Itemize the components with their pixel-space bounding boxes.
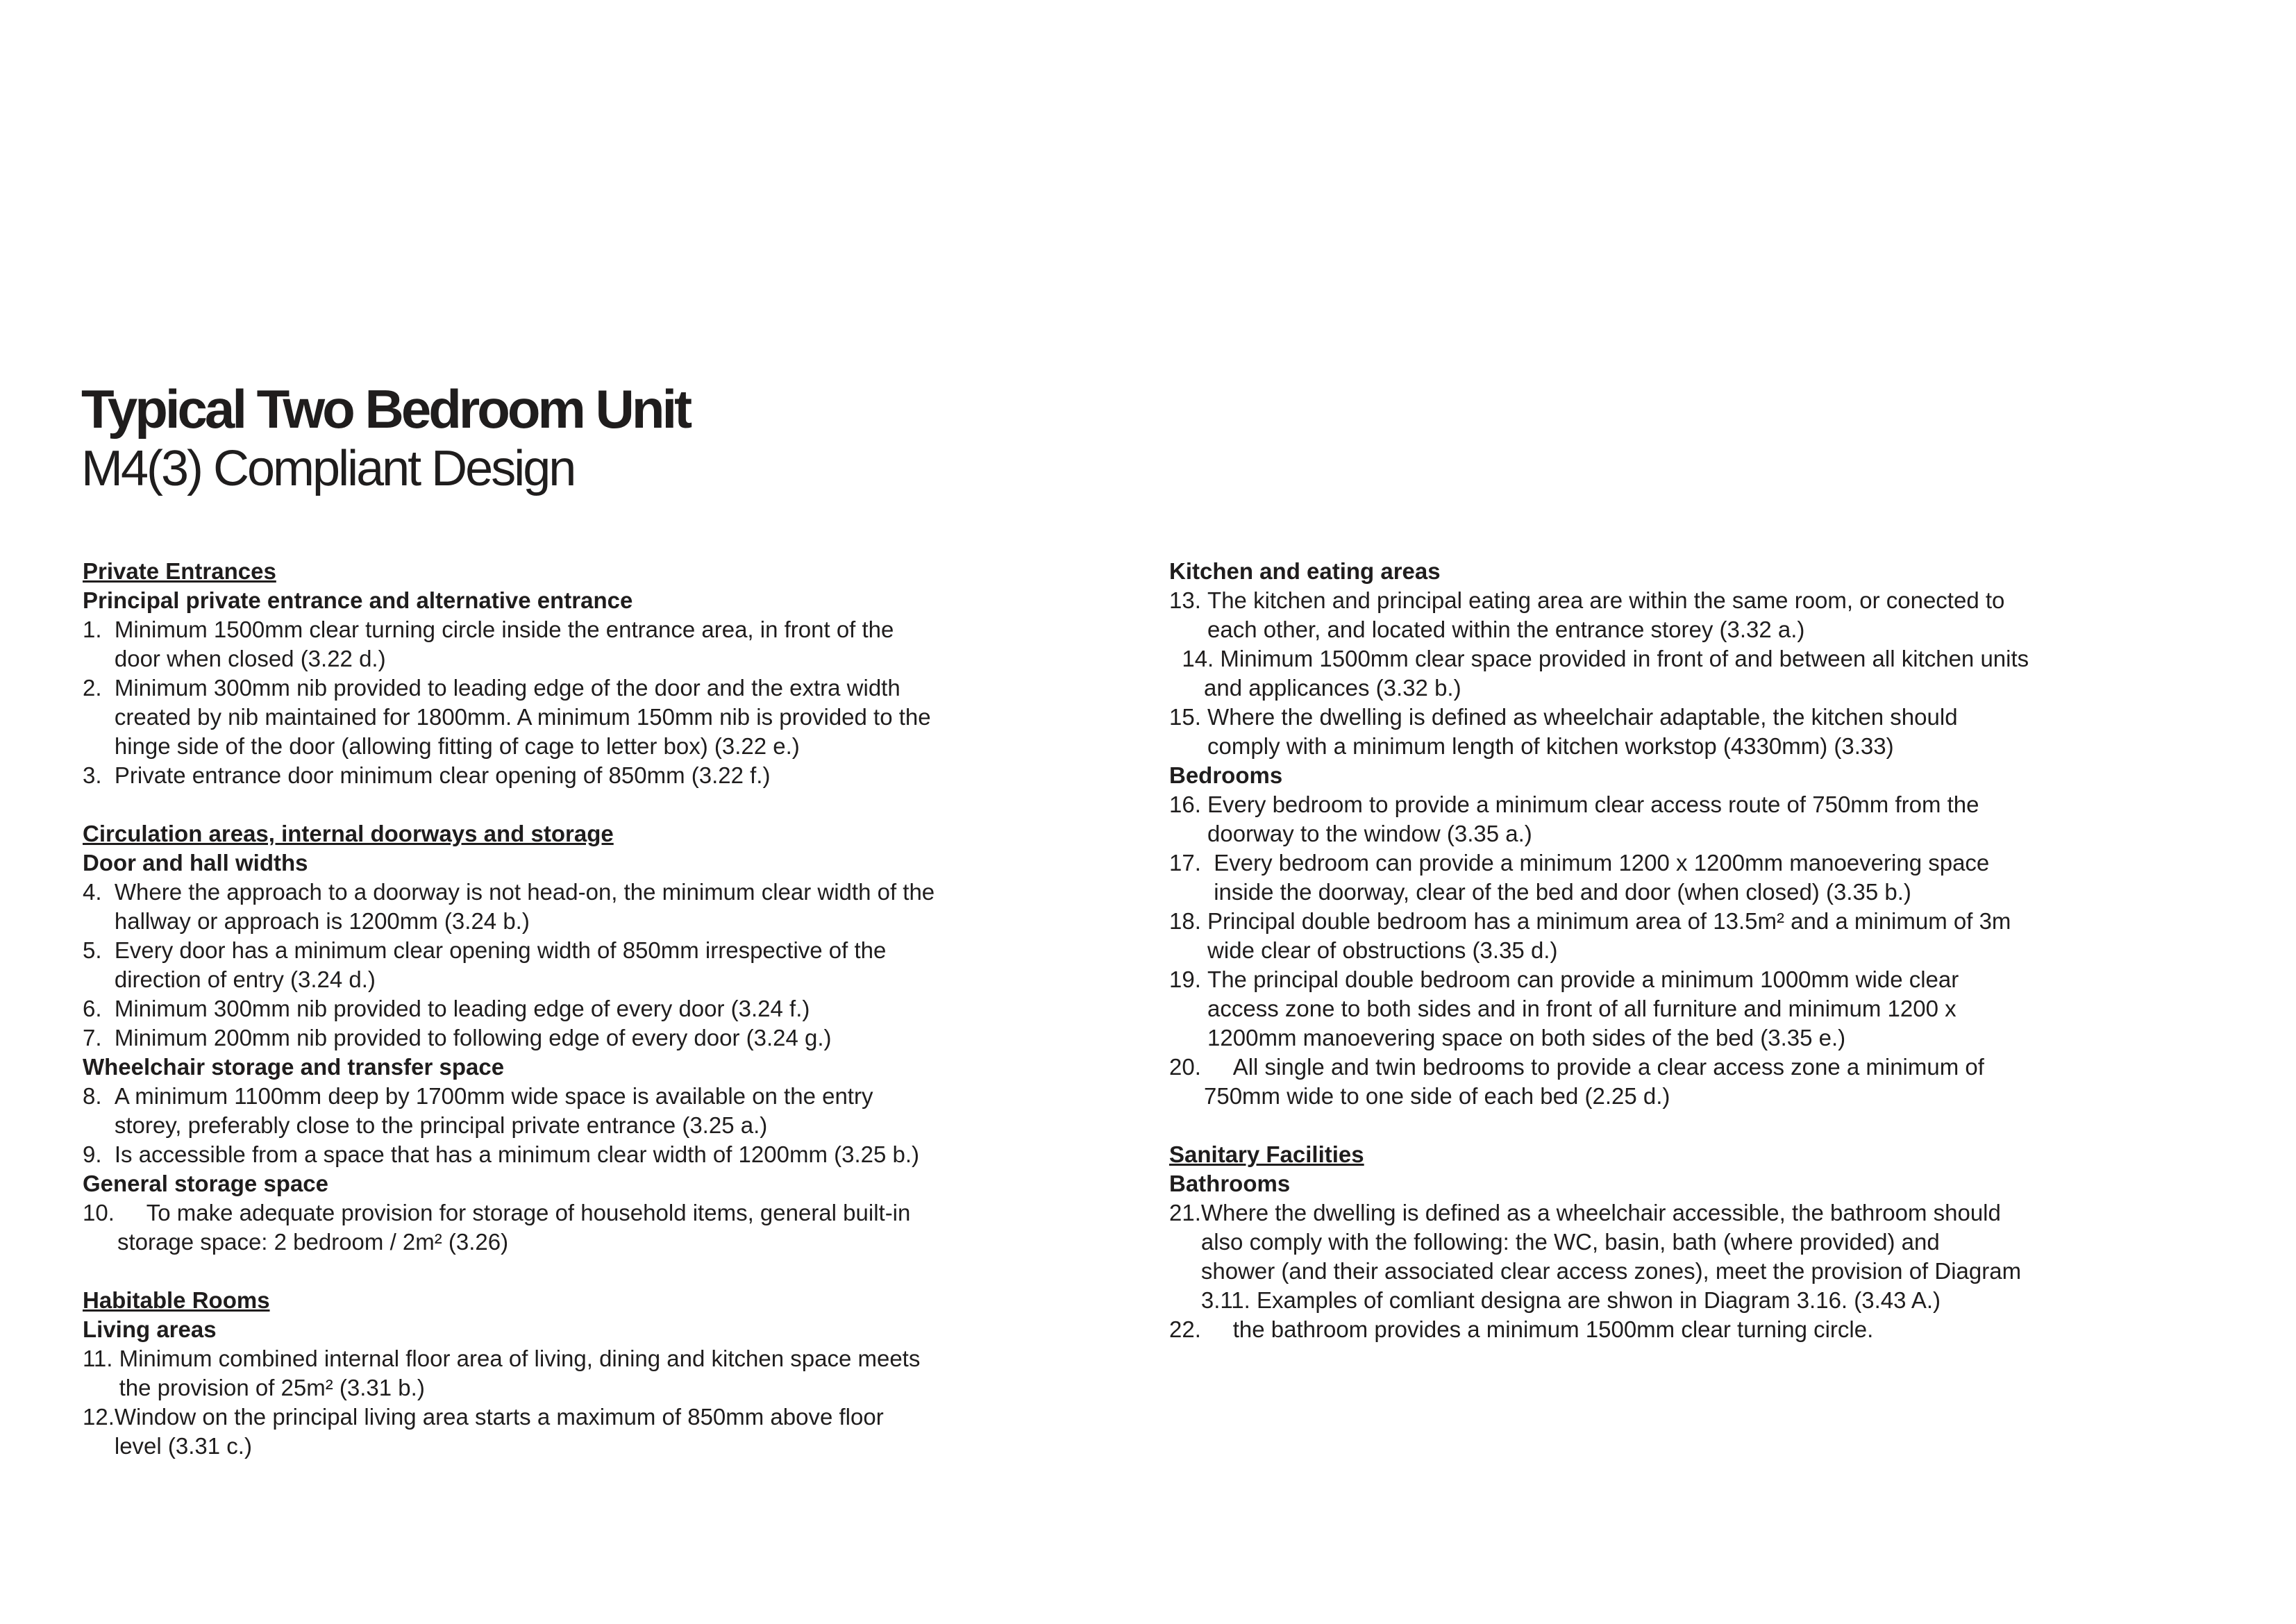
list-item	[83, 761, 1124, 790]
item-text	[83, 1228, 1124, 1257]
left-column	[83, 557, 1124, 1461]
item-line: The principal double bedroom can provide a minimum 1000mm wide clear	[1207, 966, 1959, 992]
list-bathrooms	[1169, 1198, 2211, 1344]
item-line: comply with a minimum length of kitchen workstop (4330mm) (3.33)	[1207, 733, 1894, 759]
list-item	[83, 878, 1124, 936]
item-number: 10.	[83, 1200, 146, 1225]
list-living-areas	[83, 1344, 1124, 1461]
list-item	[1169, 790, 2211, 848]
item-text	[1233, 1315, 2211, 1344]
subheading-living-areas: Living areas	[83, 1316, 217, 1342]
list-item	[1169, 1082, 2211, 1111]
item-line: Minimum 1500mm clear turning circle inside the entrance area, in front of the	[114, 617, 894, 642]
item-line: Private entrance door minimum clear opening of 850mm (3.22 f.)	[114, 762, 771, 788]
item-number: 15.	[1169, 704, 1208, 730]
item-line: Every door has a minimum clear opening width of 850mm irrespective of the	[114, 937, 887, 963]
item-number: 7.	[83, 1025, 115, 1050]
section-heading-habitable-rooms: Habitable Rooms	[83, 1287, 270, 1313]
item-text	[115, 1140, 1124, 1169]
item-line: the bathroom provides a minimum 1500mm clear turning circle.	[1232, 1316, 1874, 1342]
list-item	[83, 1403, 1124, 1461]
list-private-entrances	[83, 615, 1124, 790]
list-item	[1169, 586, 2211, 644]
item-line: To make adequate provision for storage of household items, general built-in	[146, 1200, 911, 1225]
item-line: created by nib maintained for 1800mm. A minimum 150mm nib is provided to the	[114, 704, 931, 730]
item-text	[1214, 848, 2211, 907]
item-line: each other, and located within the entrance storey (3.32 a.)	[1207, 617, 1805, 642]
item-line: hinge side of the door (allowing fitting of cage to letter box) (3.22 e.)	[114, 733, 800, 759]
item-text	[115, 761, 1124, 790]
item-line: direction of entry (3.24 d.)	[114, 966, 376, 992]
list-item	[1169, 644, 2211, 673]
list-item	[83, 1023, 1124, 1053]
item-number: 5.	[83, 937, 115, 963]
item-text	[115, 673, 1124, 761]
item-line: Is accessible from a space that has a minimum clear width of 1200mm (3.25 b.)	[114, 1141, 920, 1167]
subheading-general-storage: General storage space	[83, 1171, 329, 1196]
item-line: shower (and their associated clear access zones), meet the provision of Diagram	[1200, 1258, 2022, 1284]
subheading-door-hall-widths: Door and hall widths	[83, 850, 308, 876]
item-line: A minimum 1100mm deep by 1700mm wide space is available on the entry	[114, 1083, 873, 1109]
list-item	[83, 673, 1124, 761]
item-number: 9.	[83, 1141, 115, 1167]
list-item	[1169, 965, 2211, 1053]
item-number: 3.	[83, 762, 115, 788]
item-line: Minimum 300mm nib provided to leading edge of every door (3.24 f.)	[114, 996, 810, 1021]
list-item	[83, 994, 1124, 1023]
item-text	[115, 936, 1124, 994]
list-kitchen	[1169, 586, 2211, 761]
item-number: 17.	[1169, 850, 1214, 876]
title-block	[81, 378, 689, 498]
list-general-storage	[83, 1198, 1124, 1257]
item-text	[115, 1403, 1124, 1461]
item-number: 8.	[83, 1083, 115, 1109]
item-line: storage space: 2 bedroom / 2m² (3.26)	[117, 1229, 509, 1255]
item-number: 6.	[83, 996, 115, 1021]
item-line: 750mm wide to one side of each bed (2.25 d.)	[1204, 1083, 1670, 1109]
item-line: Window on the principal living area starts a maximum of 850mm above floor	[114, 1404, 884, 1430]
item-line: Minimum 1500mm clear space provided in front of and between all kitchen units	[1220, 646, 2029, 671]
list-item	[1169, 848, 2211, 907]
item-number: 14.	[1169, 646, 1221, 671]
list-item	[1169, 703, 2211, 761]
item-number: 13.	[1169, 587, 1208, 613]
list-item	[1169, 1198, 2211, 1315]
item-line: All single and twin bedrooms to provide a clear access zone a minimum of	[1232, 1054, 1984, 1080]
item-line: access zone to both sides and in front of all furniture and minimum 1200 x	[1207, 996, 1956, 1021]
item-line: Minimum 200mm nib provided to following edge of every door (3.24 g.)	[114, 1025, 832, 1050]
item-line: 3.11. Examples of comliant designa are shwon in Diagram 3.16. (3.43 A.)	[1200, 1287, 1941, 1313]
item-text	[1169, 673, 2211, 703]
subheading-kitchen: Kitchen and eating areas	[1169, 558, 1441, 584]
item-line: Principal double bedroom has a minimum area of 13.5m² and a minimum of 3m	[1207, 908, 2011, 934]
list-item	[83, 1228, 1124, 1257]
item-line: Every bedroom to provide a minimum clear access route of 750mm from the	[1207, 792, 1979, 817]
item-text	[115, 1023, 1124, 1053]
item-text	[115, 994, 1124, 1023]
list-item	[1169, 907, 2211, 965]
list-item	[83, 936, 1124, 994]
item-number: 4.	[83, 879, 115, 905]
item-text	[1207, 965, 2211, 1053]
item-number: 20.	[1169, 1054, 1233, 1080]
item-text	[146, 1198, 1124, 1228]
item-text	[1207, 703, 2211, 761]
item-text	[1207, 790, 2211, 848]
item-line: The kitchen and principal eating area are within the same room, or conected to	[1207, 587, 2005, 613]
item-number: 12.	[83, 1404, 115, 1430]
list-item	[83, 1082, 1124, 1140]
item-line: Where the dwelling is defined as a wheelchair accessible, the bathroom should	[1200, 1200, 2001, 1225]
item-line: door when closed (3.22 d.)	[114, 646, 386, 671]
item-text	[1220, 644, 2211, 673]
subheading-principal-entrance: Principal private entrance and alternative entrance	[83, 587, 633, 613]
item-line: Where the approach to a doorway is not head-on, the minimum clear width of the	[114, 879, 935, 905]
item-text	[1201, 1198, 2211, 1315]
list-bedrooms	[1169, 790, 2211, 1111]
item-text	[115, 615, 1124, 673]
page-title: Typical Two Bedroom Unit	[81, 378, 690, 440]
section-heading-sanitary: Sanitary Facilities	[1169, 1141, 1364, 1167]
item-line: hallway or approach is 1200mm (3.24 b.)	[114, 908, 530, 934]
item-number: 21.	[1169, 1200, 1201, 1225]
page-subtitle: M4(3) Compliant Design	[81, 441, 575, 496]
list-item	[83, 615, 1124, 673]
item-line: Every bedroom can provide a minimum 1200 x 1200mm manoevering space	[1214, 850, 1990, 876]
subheading-bedrooms: Bedrooms	[1169, 762, 1283, 788]
item-line: Minimum 300mm nib provided to leading edge of the door and the extra width	[114, 675, 900, 701]
right-column	[1169, 557, 2211, 1344]
item-line: storey, preferably close to the principal private entrance (3.25 a.)	[114, 1112, 768, 1138]
item-line: level (3.31 c.)	[114, 1433, 252, 1459]
list-door-hall-widths	[83, 878, 1124, 1053]
item-text	[115, 878, 1124, 936]
item-number: 16.	[1169, 792, 1208, 817]
item-number: 1.	[83, 617, 115, 642]
list-item	[1169, 1053, 2211, 1082]
subheading-bathrooms: Bathrooms	[1169, 1171, 1291, 1196]
list-item	[83, 1140, 1124, 1169]
item-text	[1169, 1082, 2211, 1111]
item-number: 18.	[1169, 908, 1208, 934]
item-number: 2.	[83, 675, 115, 701]
item-line: also comply with the following: the WC, basin, bath (where provided) and	[1200, 1229, 1940, 1255]
item-text	[119, 1344, 1124, 1403]
item-number: 22.	[1169, 1316, 1233, 1342]
list-item	[83, 1198, 1124, 1228]
list-item	[83, 1344, 1124, 1403]
section-heading-circulation: Circulation areas, internal doorways and storage	[83, 821, 614, 846]
item-line: wide clear of obstructions (3.35 d.)	[1207, 937, 1558, 963]
item-line: inside the doorway, clear of the bed and door (when closed) (3.35 b.)	[1214, 879, 1911, 905]
item-line: and applicances (3.32 b.)	[1204, 675, 1461, 701]
item-line: doorway to the window (3.35 a.)	[1207, 821, 1532, 846]
item-text	[1207, 586, 2211, 644]
item-number: 11.	[83, 1346, 119, 1371]
item-number: 19.	[1169, 966, 1208, 992]
item-line: the provision of 25m² (3.31 b.)	[119, 1375, 425, 1400]
list-item	[1169, 1315, 2211, 1344]
section-heading-private-entrances: Private Entrances	[83, 558, 276, 584]
item-text	[1233, 1053, 2211, 1082]
item-text	[1207, 907, 2211, 965]
item-text	[115, 1082, 1124, 1140]
item-line: Minimum combined internal floor area of living, dining and kitchen space meets	[119, 1346, 921, 1371]
list-wheelchair-storage	[83, 1082, 1124, 1169]
item-line: Where the dwelling is defined as wheelchair adaptable, the kitchen should	[1207, 704, 1958, 730]
list-item	[1169, 673, 2211, 703]
item-line: 1200mm manoevering space on both sides of the bed (3.35 e.)	[1207, 1025, 1846, 1050]
subheading-wheelchair-storage: Wheelchair storage and transfer space	[83, 1054, 505, 1080]
